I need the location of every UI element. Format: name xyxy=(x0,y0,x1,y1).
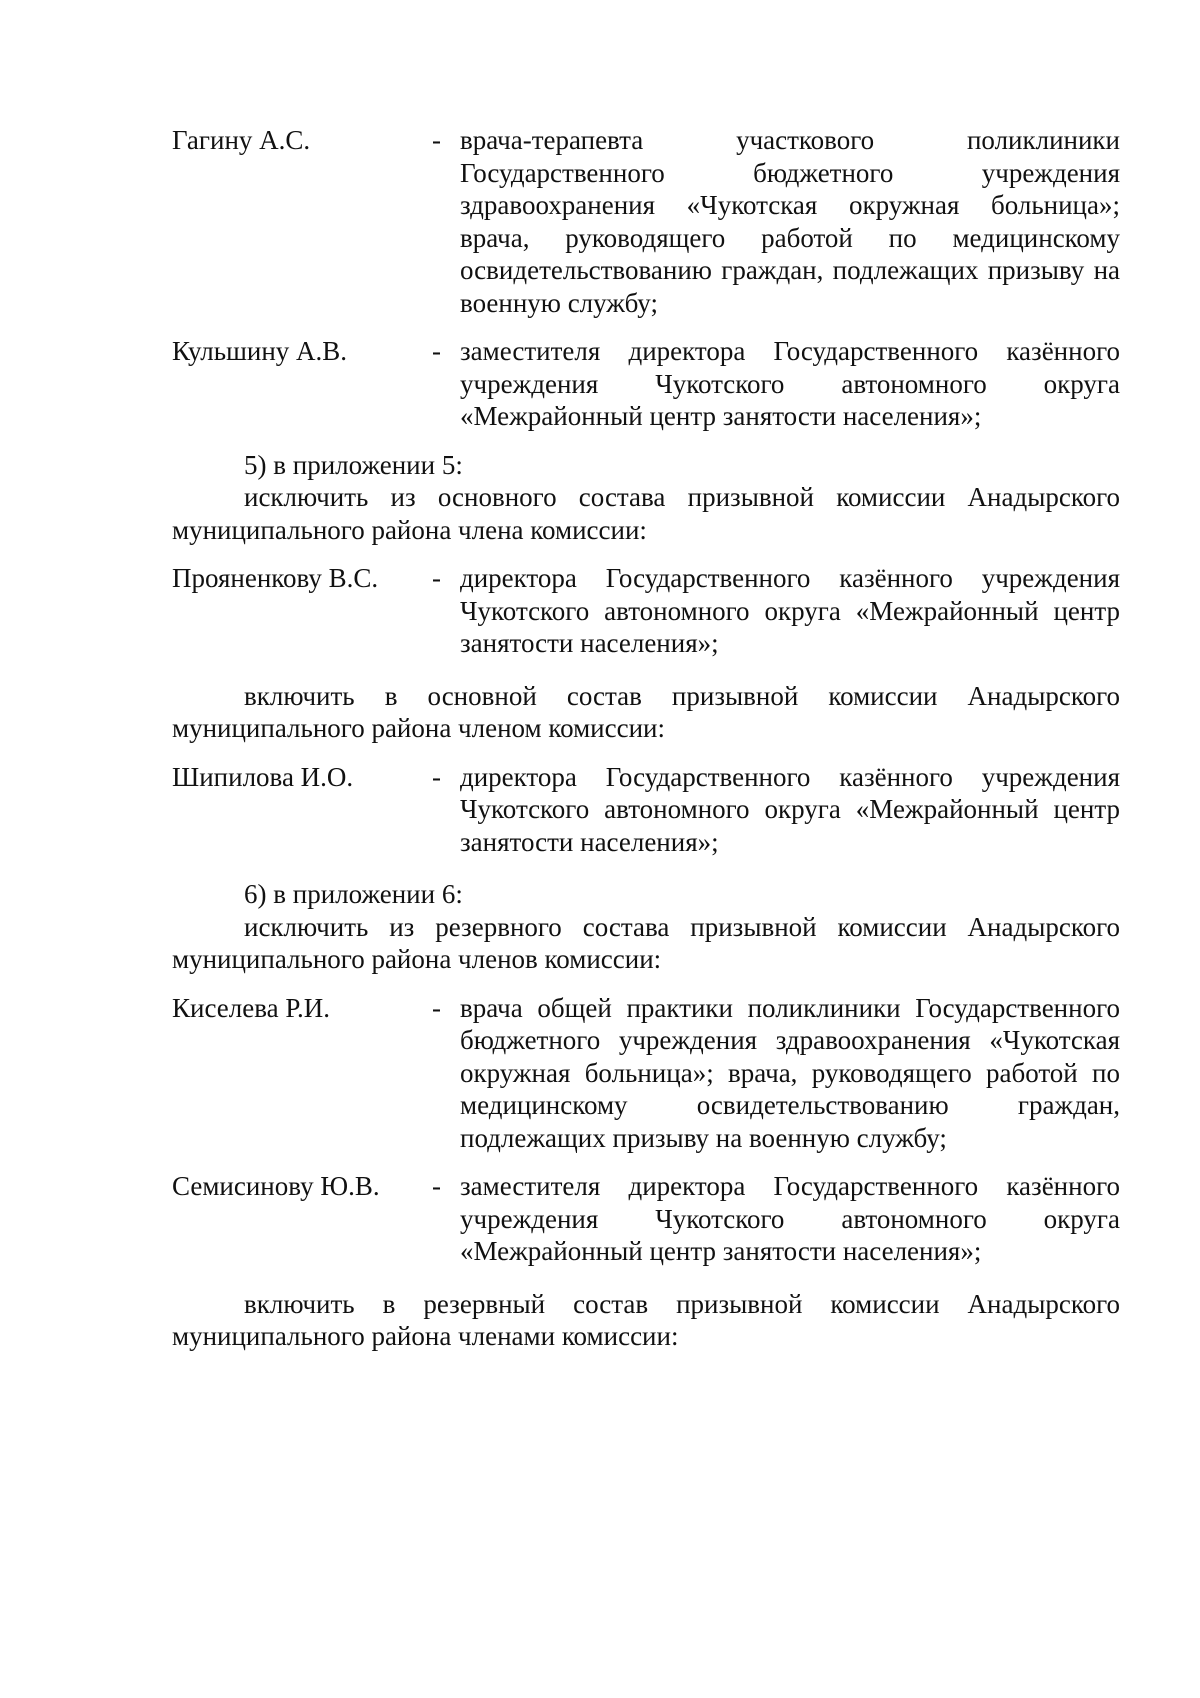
member-dash: - xyxy=(432,1171,441,1201)
member-entry xyxy=(172,761,1120,859)
member-name: Киселева Р.И. xyxy=(172,992,330,1023)
member-entry xyxy=(172,992,1120,1155)
member-dash: - xyxy=(432,761,441,792)
member-name: Прояненкову В.С. xyxy=(172,563,379,593)
section-5-include-text: включить в основной состав призывной комиссии Анадырского муниципального района членом комиссии: xyxy=(172,680,1120,743)
document-body xyxy=(172,124,1120,1353)
member-entry xyxy=(172,124,1120,319)
member-position: заместителя директора Государственного казённого учреждения Чукотского автономного округа «Межрайонный центр занятости населения»; xyxy=(460,1171,1120,1266)
member-dash: - xyxy=(432,336,441,366)
member-position: врача-терапевта участкового поликлиники Государственного бюджетного учреждения здравоохранения «Чукотская окружная больница»; врача, руководящего работой по медицинскому освидетельствованию граждан, подлежащих призыву на военную службу; xyxy=(460,125,1120,318)
member-name: Кульшину А.В. xyxy=(172,336,348,366)
member-position: заместителя директора Государственного казённого учреждения Чукотского автономного округа «Межрайонный центр занятости населения»; xyxy=(460,336,1120,431)
section-6-exclude-text: исключить из резервного состава призывной комиссии Анадырского муниципального района членов комиссии: xyxy=(172,911,1120,974)
member-entry xyxy=(172,1170,1120,1268)
section-6-heading: 6) в приложении 6: xyxy=(244,879,463,909)
member-dash: - xyxy=(432,992,441,1023)
member-entry xyxy=(172,335,1120,433)
member-name: Шипилова И.О. xyxy=(172,761,354,792)
section-5-exclude-text: исключить из основного состава призывной комиссии Анадырского муниципального района члена комиссии: xyxy=(172,482,1120,545)
member-name: Гагину А.С. xyxy=(172,125,311,155)
member-position: директора Государственного казённого учреждения Чукотского автономного округа «Межрайонный центр занятости населения»; xyxy=(460,563,1120,658)
member-entry xyxy=(172,562,1120,660)
member-dash: - xyxy=(432,563,441,593)
member-position: директора Государственного казённого учреждения Чукотского автономного округа «Межрайонный центр занятости населения»; xyxy=(460,761,1120,857)
member-position: врача общей практики поликлиники Государственного бюджетного учреждения здравоохранения «Чукотская окружная больница»; врача, руководящего работой по медицинскому освидетельствованию граждан, подлежащих призыву на военную службу; xyxy=(460,992,1120,1153)
member-name: Семисинову Ю.В. xyxy=(172,1171,380,1201)
member-dash: - xyxy=(432,125,441,155)
section-5-heading: 5) в приложении 5: xyxy=(244,449,463,480)
section-6-include-text: включить в резервный состав призывной комиссии Анадырского муниципального района членами комиссии: xyxy=(172,1288,1120,1351)
